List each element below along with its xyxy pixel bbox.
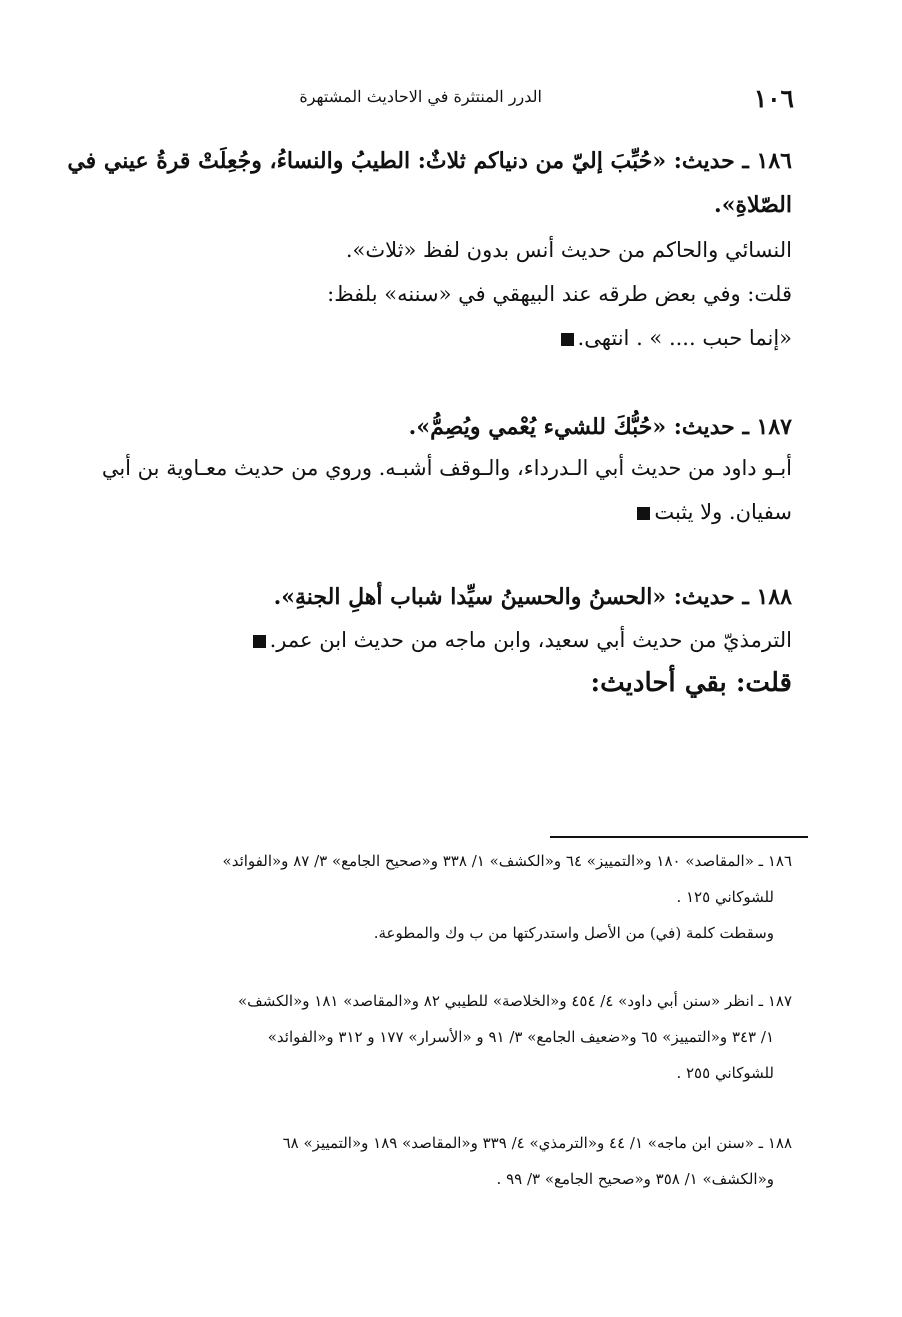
end-marker-square-icon: [253, 635, 266, 648]
footnote-188-line-2: و«الكشف» ١/ ٣٥٨ و«صحيح الجامع» ٣/ ٩٩ .: [496, 1170, 774, 1188]
page-number: ١٠٦: [753, 84, 794, 113]
hadith-187-source-line-2-text: سفيان. ولا يثبت: [654, 500, 792, 524]
footnote-187-line-2: ١/ ٣٤٣ و«التمييز» ٦٥ و«ضعيف الجامع» ٣/ ٩١ و «الأسرار» ١٧٧ و ٣١٢ و«الفوائد»: [267, 1028, 774, 1046]
hadith-188-source: [80, 628, 792, 652]
hadith-187-source-line-1: أبـو داود من حديث أبي الـدرداء، والـوقف أشبـه. وروي من حديث معـاوية بن أبي: [101, 456, 792, 480]
hadith-186-title-line-1: ١٨٦ ـ حديث: «حُبِّبَ إليّ من دنياكم ثلاثٌ: الطيبُ والنساءُ، وجُعِلَتْ قرةُ عيني في: [67, 148, 792, 174]
hadith-186-variant: [80, 326, 792, 350]
footnote-186-line-3: وسقطت كلمة (في) من الأصل واستدركتها من ب وك والمطوعة.: [373, 924, 774, 942]
footnote-187-line-1: ١٨٧ ـ انظر «سنن أبي داود» ٤/ ٤٥٤ و«الخلاصة» للطيبي ٨٢ و«المقاصد» ١٨١ و«الكشف»: [237, 992, 792, 1010]
hadith-188-source-text: الترمذيّ من حديث أبي سعيد، وابن ماجه من حديث ابن عمر.: [269, 628, 792, 652]
hadith-186-note: قلت: وفي بعض طرقه عند البيهقي في «سننه» بلفظ:: [327, 282, 792, 306]
end-marker-square-icon: [637, 507, 650, 520]
end-marker-square-icon: [561, 333, 574, 346]
hadith-186-source: النسائي والحاكم من حديث أنس بدون لفظ «ثلاث».: [345, 238, 792, 262]
footnote-188-line-1: ١٨٨ ـ «سنن ابن ماجه» ١/ ٤٤ و«الترمذي» ٤/ ٣٣٩ و«المقاصد» ١٨٩ و«التمييز» ٦٨: [282, 1134, 792, 1152]
running-title: الدرر المنتثرة في الاحاديث المشتهرة: [299, 87, 542, 106]
footnote-186-line-2: للشوكاني ١٢٥ .: [676, 888, 774, 906]
page-header: [0, 84, 902, 114]
footnote-186-line-1: ١٨٦ ـ «المقاصد» ١٨٠ و«التمييز» ٦٤ و«الكشف» ١/ ٣٣٨ و«صحيح الجامع» ٣/ ٨٧ و«الفوائد»: [222, 852, 792, 870]
hadith-186-title-line-2: الصّلاةِ».: [714, 192, 792, 218]
hadith-187-source-line-2: [80, 500, 792, 524]
section-heading: قلت: بقي أحاديث:: [590, 668, 792, 698]
footnote-187-line-3: للشوكاني ٢٥٥ .: [676, 1064, 774, 1082]
hadith-188-title: ١٨٨ ـ حديث: «الحسنُ والحسينُ سيِّدا شباب أهلِ الجنةِ».: [273, 584, 792, 610]
hadith-187-title: ١٨٧ ـ حديث: «حُبُّكَ للشيء يُعْمي ويُصِمُّ».: [408, 414, 792, 440]
footnote-divider: [550, 836, 808, 838]
hadith-186-variant-text: «إنما حبب .... » . انتهى.: [577, 326, 792, 350]
